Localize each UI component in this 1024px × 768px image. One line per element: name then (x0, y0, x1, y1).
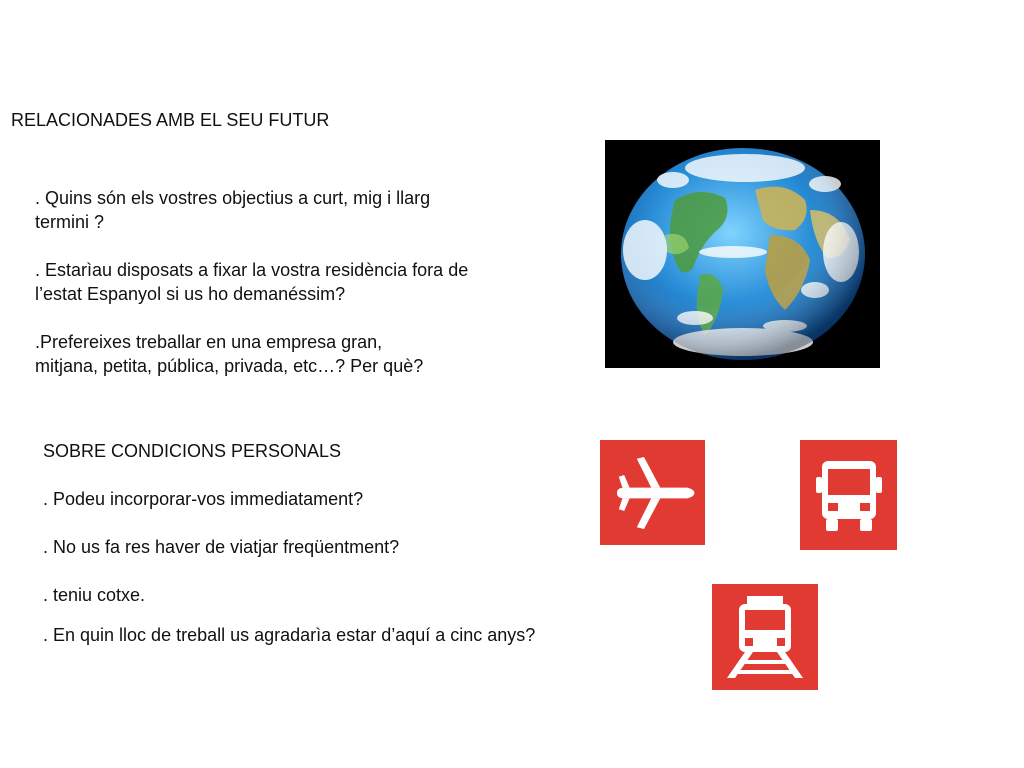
airplane-icon (608, 448, 698, 538)
question-car: . teniu cotxe. (43, 585, 146, 605)
question-objectives: . Quins són els vostres objectius a curt, mig i llarg termini ? (35, 188, 431, 232)
airplane-tile (600, 440, 705, 545)
bus-icon (814, 455, 884, 535)
question-travel: . No us fa res haver de viatjar freqüentment? (43, 537, 400, 557)
section-heading-personal: SOBRE CONDICIONS PERSONALS (43, 441, 342, 461)
question-five-years: . En quin lloc de treball us agradarìa estar d’aquí a cinc anys? (43, 625, 536, 645)
question-company-type: .Prefereixes treballar en una empresa gran, mitjana, petita, pública, privada, etc…? Per què? (35, 332, 424, 376)
section-heading-future: RELACIONADES AMB EL SEU FUTUR (11, 110, 330, 130)
globe-image (605, 140, 880, 368)
train-tile (712, 584, 818, 690)
globe-icon (605, 140, 880, 368)
question-residence: . Estarìau disposats a fixar la vostra residència fora de l’estat Espanyol si us ho demanéssim? (35, 260, 469, 304)
train-icon (725, 594, 805, 680)
question-immediate-start: . Podeu incorporar-vos immediatament? (43, 489, 364, 509)
bus-tile (800, 440, 897, 550)
